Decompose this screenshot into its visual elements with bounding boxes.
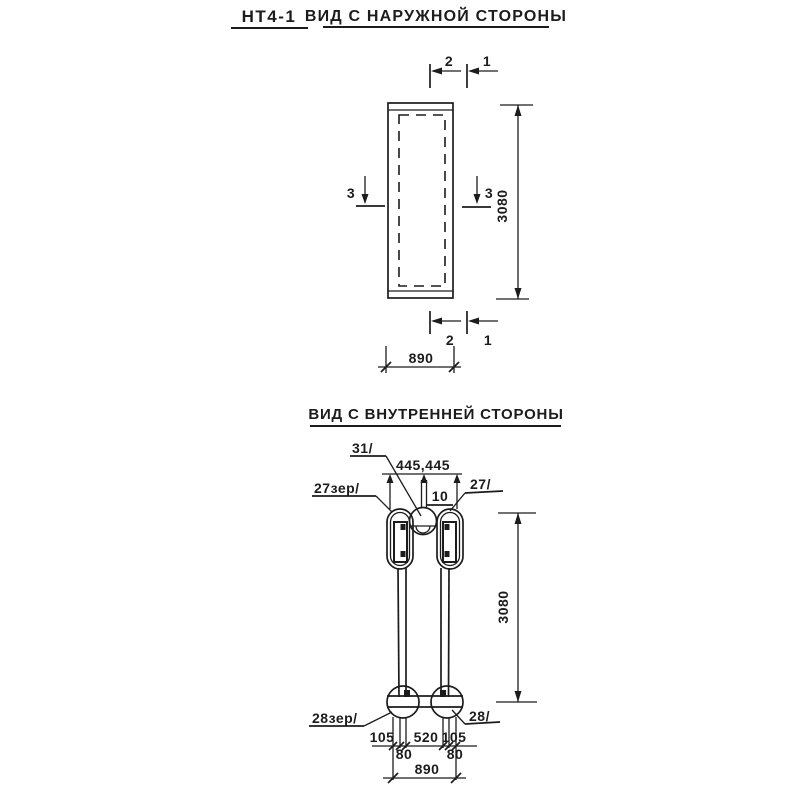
top-slot-right [437, 509, 463, 569]
outer-view [347, 53, 533, 373]
anchor-mark [440, 690, 446, 697]
callout-28 [452, 708, 500, 724]
outer-width-value: 890 [408, 350, 434, 366]
section-1-label: 1 [482, 53, 492, 69]
callout-28zer-leader [364, 712, 392, 726]
dim-arrow-down [515, 288, 522, 299]
bottom-circle-right [431, 686, 463, 718]
panel-hidden-edge [399, 115, 445, 286]
anchor-mark [401, 524, 406, 530]
section-marks-top [430, 53, 498, 88]
leg-left-outer [398, 568, 399, 697]
dim-105-left: 105 [369, 729, 395, 745]
section-3-left-label: 3 [346, 185, 356, 201]
outer-view-title: ВИД С НАРУЖНОЙ СТОРОНЫ [304, 8, 568, 25]
anchor-mark [404, 690, 410, 697]
outer-height-value: 3080 [494, 189, 510, 223]
inner-view [308, 405, 563, 783]
section-1b-arrowhead [468, 318, 479, 325]
inner-width-value: 890 [414, 761, 440, 777]
anchor-mark [401, 551, 406, 557]
section-marks-bottom [430, 311, 498, 348]
section-2b-label: 2 [445, 332, 455, 348]
section-2-label: 2 [444, 53, 454, 69]
bottom-dimensions [370, 717, 477, 783]
section-3-right-arrowhead [474, 194, 481, 204]
panel-outline [388, 103, 453, 298]
callout-28zer-label: 28зер/ [312, 710, 358, 726]
section-2b-arrowhead [431, 318, 442, 325]
section-1-arrowhead [468, 68, 479, 75]
halves-value: 445,445 [395, 457, 451, 473]
anchor-mark [445, 524, 450, 530]
outer-height-dimension [494, 105, 533, 299]
gap-value: 10 [431, 488, 449, 504]
inner-height-value: 3080 [495, 590, 511, 624]
dim-80-right: 80 [446, 746, 464, 762]
bottom-circle-left [387, 686, 419, 718]
callout-27-label: 27/ [470, 476, 491, 492]
dim-arrow-up [515, 513, 522, 524]
dim-arrow-down [515, 691, 522, 702]
callout-28-label: 28/ [469, 708, 490, 724]
inner-height-dimension [495, 513, 537, 702]
leg-right-outer [449, 568, 450, 697]
dim-80-left: 80 [395, 746, 413, 762]
section-1b-label: 1 [483, 332, 493, 348]
callout-27zer [312, 480, 392, 512]
hinge-semicircle [416, 526, 430, 533]
outer-width-dimension [378, 346, 461, 373]
header [231, 6, 567, 28]
dim-arrow-up [515, 105, 522, 116]
anchor-mark [445, 551, 450, 557]
callout-27zer-label: 27зер/ [314, 480, 360, 496]
section-3-right-label: 3 [484, 185, 494, 201]
drawing-code: НТ4-1 [241, 7, 297, 26]
section-2-arrowhead [431, 68, 442, 75]
section-3-left-arrowhead [362, 194, 369, 204]
inner-view-title: ВИД С ВНУТРЕННЕЙ СТОРОНЫ [308, 406, 564, 423]
section-marks-mid [347, 176, 493, 207]
dim-520: 520 [413, 729, 439, 745]
halves-dimension [382, 457, 462, 509]
callout-31-label: 31/ [352, 440, 373, 456]
dim-105-right: 105 [441, 729, 467, 745]
callout-28zer [309, 710, 392, 726]
panel-legs [398, 568, 449, 697]
